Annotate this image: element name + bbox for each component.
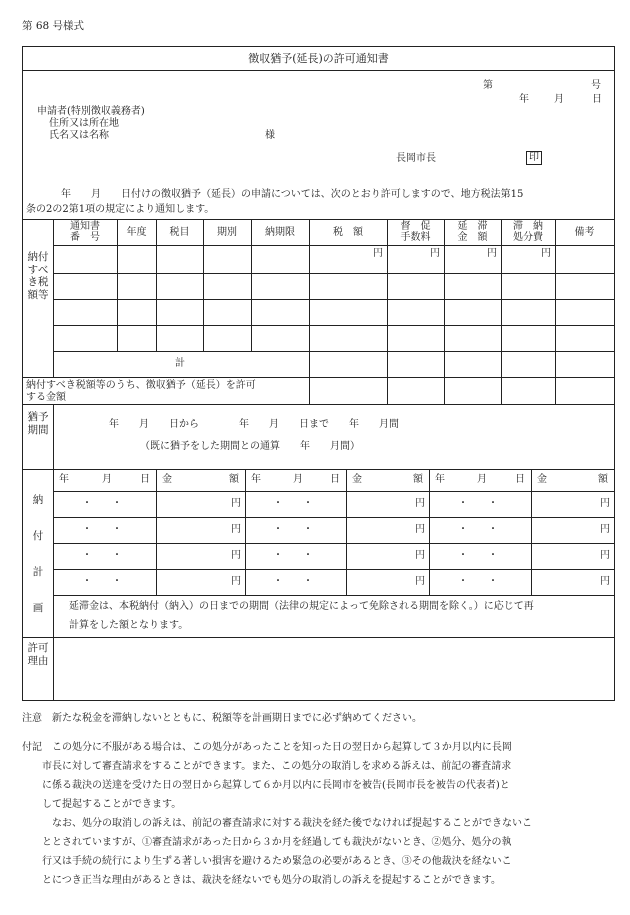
total-label: 計 xyxy=(175,358,185,369)
plan-header-year: 年 xyxy=(59,474,69,485)
plan-header-amount-gaku: 額 xyxy=(413,474,423,485)
col-year: 年度 xyxy=(126,227,147,238)
plan-header-amount-gaku: 額 xyxy=(229,474,239,485)
plan-header-month: 月 xyxy=(293,474,303,485)
plan-date-dots: ・ ・ xyxy=(273,524,313,535)
payment-plan-side-label: 納 付 計 画 xyxy=(32,494,44,614)
grace-period-side-label: 猶予期間 xyxy=(27,411,49,436)
form-number: 第 68 号様式 xyxy=(22,20,85,32)
issue-date-year: 年 xyxy=(519,94,529,105)
plan-yen-unit: 円 xyxy=(415,498,425,509)
yen-unit: 円 xyxy=(541,248,551,259)
plan-yen-unit: 円 xyxy=(231,550,241,561)
col-due-date: 納期限 xyxy=(265,227,295,238)
plan-yen-unit: 円 xyxy=(600,576,610,587)
plan-date-dots: ・ ・ xyxy=(82,524,122,535)
plan-header-amount-kin: 金 xyxy=(162,474,172,485)
late-fee-note-2: 計算をした額となります。 xyxy=(69,620,189,631)
plan-yen-unit: 円 xyxy=(231,524,241,535)
plan-yen-unit: 円 xyxy=(600,524,610,535)
issuer-title: 長岡市長 xyxy=(396,153,436,164)
plan-yen-unit: 円 xyxy=(231,576,241,587)
plan-yen-unit: 円 xyxy=(600,550,610,561)
applicant-address-label: 住所又は所在地 xyxy=(49,118,119,129)
form-title: 徴収猶予(延長)の許可通知書 xyxy=(248,52,389,65)
honorific-sama: 様 xyxy=(265,130,275,141)
plan-header-year: 年 xyxy=(251,474,261,485)
col-late-interest: 延 滞 金 額 xyxy=(457,221,488,243)
col-remarks: 備考 xyxy=(574,227,595,238)
reason-side-label: 許可理由 xyxy=(27,642,49,667)
plan-date-dots: ・ ・ xyxy=(273,498,313,509)
plan-yen-unit: 円 xyxy=(600,498,610,509)
plan-header-month: 月 xyxy=(102,474,112,485)
plan-header-month: 月 xyxy=(477,474,487,485)
applicant-name-label: 氏名又は名称 xyxy=(49,130,109,141)
doc-number-go: 号 xyxy=(591,80,601,91)
plan-header-day: 日 xyxy=(140,474,150,485)
col-delinquency-fee: 滞 納 処分費 xyxy=(513,221,543,243)
col-tax-amount: 税 額 xyxy=(333,227,363,238)
caution-note: 注意 新たな税金を滞納しないとともに、税額等を計画期日までに必ず納めてください。 xyxy=(22,713,422,724)
grace-period-range: 年 月 日から 年 月 日まで 年 月間 xyxy=(109,419,399,430)
issue-date-month: 月 xyxy=(554,94,564,105)
plan-header-amount-gaku: 額 xyxy=(598,474,608,485)
plan-date-dots: ・ ・ xyxy=(458,498,498,509)
plan-date-dots: ・ ・ xyxy=(458,550,498,561)
plan-date-dots: ・ ・ xyxy=(273,576,313,587)
doc-number-dai: 第 xyxy=(483,80,493,91)
plan-yen-unit: 円 xyxy=(415,576,425,587)
col-notice-no: 通知書 番 号 xyxy=(70,221,100,243)
yen-unit: 円 xyxy=(430,248,440,259)
plan-header-day: 日 xyxy=(330,474,340,485)
plan-header-amount-kin: 金 xyxy=(352,474,362,485)
plan-date-dots: ・ ・ xyxy=(458,576,498,587)
issue-date-day: 日 xyxy=(592,94,602,105)
yen-unit: 円 xyxy=(373,248,383,259)
col-reminder-fee: 督 促 手数料 xyxy=(400,221,431,243)
plan-date-dots: ・ ・ xyxy=(82,498,122,509)
notice-form-frame xyxy=(22,46,615,701)
applicant-heading: 申請者(特別徴収義務者) xyxy=(37,106,145,117)
col-period: 期別 xyxy=(217,227,237,238)
official-seal: 印 xyxy=(526,151,542,165)
intro-line-2: 条の2の2第1項の規定により通知します。 xyxy=(26,204,215,215)
yen-unit: 円 xyxy=(487,248,497,259)
plan-yen-unit: 円 xyxy=(415,550,425,561)
plan-header-year: 年 xyxy=(435,474,445,485)
col-tax-item: 税目 xyxy=(169,227,190,238)
grace-period-cumulative: （既に猶予をした期間との通算 年 月間） xyxy=(140,441,360,452)
plan-yen-unit: 円 xyxy=(231,498,241,509)
plan-header-day: 日 xyxy=(515,474,525,485)
tax-table-side-label: 納付すべき税額等 xyxy=(27,251,49,301)
permitted-amount-label: 納付すべき税額等のうち、徴収猶予（延長）を許可 xyxy=(26,380,256,391)
plan-yen-unit: 円 xyxy=(415,524,425,535)
plan-date-dots: ・ ・ xyxy=(82,550,122,561)
intro-line-1: 年 月 日付けの徴収猶予（延長）の申請については、次のとおり許可しますので、地方税法第15 xyxy=(61,189,524,200)
appendix-note: 付記 この処分に不服がある場合は、この処分があったことを知った日の翌日から起算して３か月以内に長岡 市長に対して審査請求をすることができます。また、この処分の取消しを求める訴えは、前記の審査請求 に係る裁決の送達を受けた日の翌日から起算して６か月以内に長岡市を被告(長岡市長を被告の代表者)と して提起することができます。 なお、処分の取消しの訴えは、前記の審査請求に対する裁決を経た後でなければ提起することができないこ ととされていますが、①審査請求があった日から３か月を経過しても裁決がないとき、②処分、処分の執 行又は手続の続行により生ずる著しい損害を避けるため緊急の必要があるとき、③その他裁決を経ないこ とにつき正当な理由があるときは、裁決を経ないでも処分の取消しの訴えを提起することができます。 xyxy=(22,742,532,886)
plan-date-dots: ・ ・ xyxy=(82,576,122,587)
permitted-amount-label-2: する金額 xyxy=(26,392,66,403)
plan-date-dots: ・ ・ xyxy=(458,524,498,535)
plan-header-amount-kin: 金 xyxy=(537,474,547,485)
late-fee-note: 延滞金は、本税納付（納入）の日までの期間（法律の規定によって免除される期間を除く。）に応じて再 xyxy=(69,601,534,612)
plan-date-dots: ・ ・ xyxy=(273,550,313,561)
